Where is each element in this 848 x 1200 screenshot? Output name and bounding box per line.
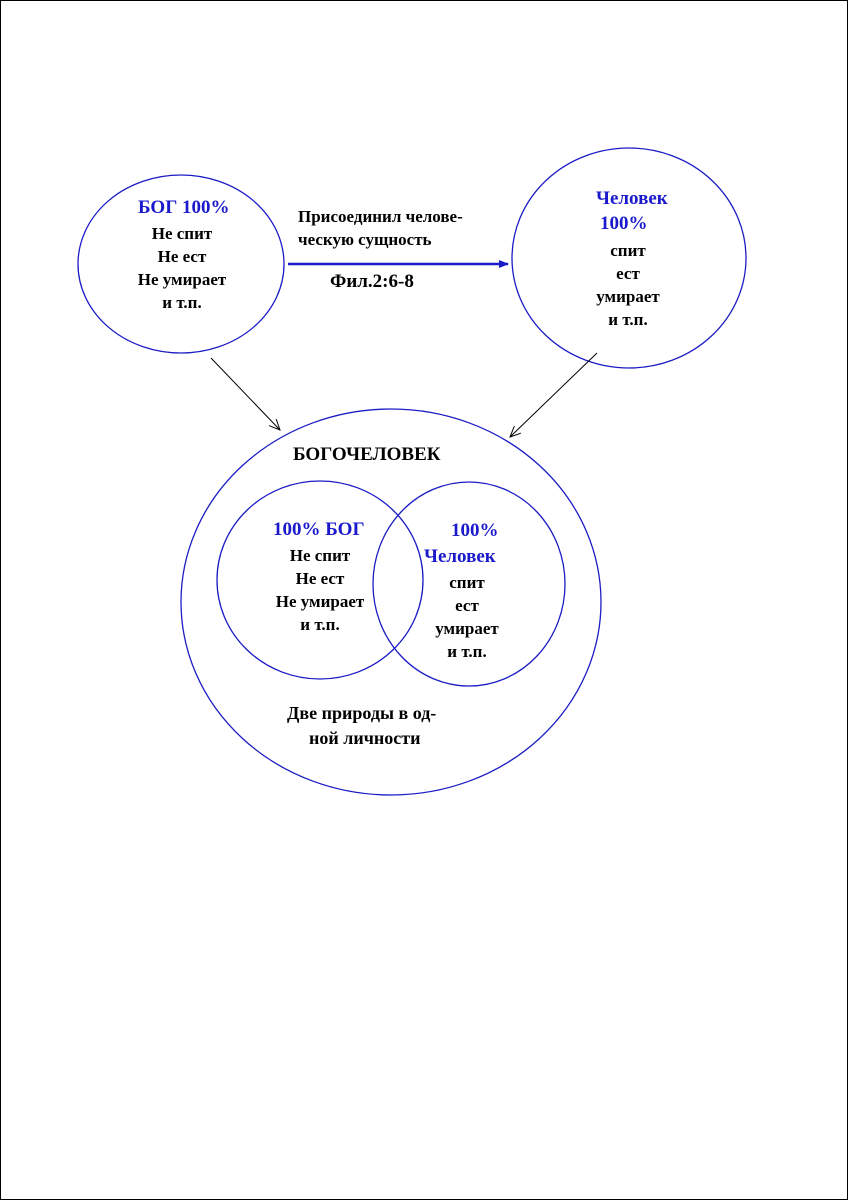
godman-man-title-line1: 100%: [451, 520, 499, 541]
man-circle-line: спит: [610, 241, 646, 260]
godman-god-line: Не ест: [295, 569, 345, 588]
godman-caption-line1: Две природы в од-: [287, 703, 437, 723]
godman-man-title-line2: Человек: [424, 546, 496, 567]
man-circle-title-line2: 100%: [600, 213, 648, 234]
godman-god-title: 100% БОГ: [273, 519, 365, 540]
godman-caption-line2: ной личности: [309, 728, 421, 748]
man-circle-line: ест: [616, 264, 640, 283]
union-label-line2: ческую сущность: [298, 230, 432, 249]
man-circle-line: и т.п.: [608, 310, 648, 329]
man-circle-title-line1: Человек: [596, 188, 668, 209]
god-circle-title: БОГ 100%: [138, 197, 230, 218]
godman-man-line: ест: [455, 596, 479, 615]
godman-god-line: Не спит: [289, 546, 351, 565]
god-to-godman-arrow: [211, 358, 280, 430]
godman-god-line: Не умирает: [275, 592, 365, 611]
godman-man-line: и т.п.: [447, 642, 487, 661]
godman-god-line: и т.п.: [300, 615, 340, 634]
scripture-reference: Фил.2:6-8: [330, 271, 414, 292]
man-to-godman-arrow: [510, 353, 597, 437]
godman-title: БОГОЧЕЛОВЕК: [293, 444, 441, 465]
godman-man-line: умирает: [435, 619, 499, 638]
god-circle-line: и т.п.: [162, 293, 202, 312]
union-label-line1: Присоединил челове-: [298, 207, 463, 226]
god-circle-line: Не ест: [157, 247, 207, 266]
god-circle-line: Не спит: [151, 224, 213, 243]
godman-man-line: спит: [449, 573, 485, 592]
god-circle-line: Не умирает: [137, 270, 227, 289]
man-circle-line: умирает: [596, 287, 660, 306]
